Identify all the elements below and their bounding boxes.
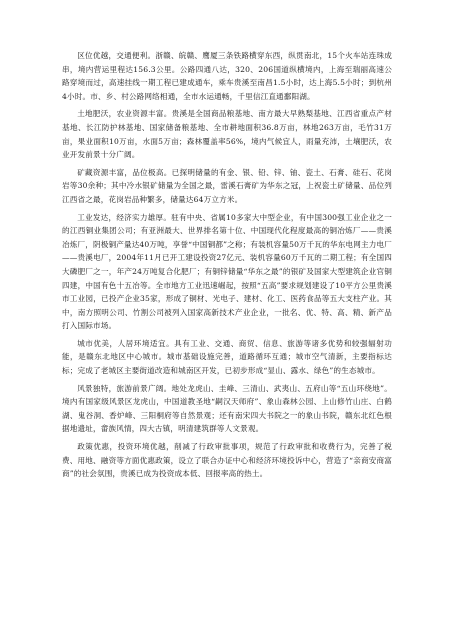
paragraph-city-environment: 城市优美，人居环境适宜。具有工业、交通、商贸、信息、旅游等诸多优势和较强辐射功能，是赣东北地区中心城市。城市基础设施完善，道路循环互通；城市空气清新，主要指标达标；完成了老城区主要街道改造和城南区开发，已初步形成“显山、露水、绿色”的生态城市。 bbox=[62, 338, 392, 376]
paragraph-industry: 工业发达，经济实力雄厚。驻有中央、省属10多家大中型企业，有中国300强工业企业之一的江西铜业集团公司；有亚洲最大、世界排名第十位、中国现代化程度最高的铜冶炼厂——贵溪冶炼厂，阴极铜产量达40万吨，享誉“中国铜都”之称；有装机容量50万千瓦的华东电网主力电厂——贵溪电厂，2004年11月已开工建设投资27亿元、装机容量60万千瓦的二期工程；有全国四大磷肥厂之一，年产24万吨复合化肥厂；有铜锌储量“华东之最”的银矿及国家大型建筑企业官铜四建，中国有色十五冶等。全市地方工业迅速崛起，按照“五高”要求规划建设了10平方公里贵溪市工业园，已投产企业35家，形成了铜材、光电子、建材、化工、医药食品等五大支柱产业。其中，南方照明公司、竹割公司被列入国家高新技术产业企业，一批名、优、特、高、精、新产品打入国际市场。 bbox=[62, 212, 392, 331]
paragraph-mineral-resources: 矿藏资源丰富，品位极高。已探明储量的有金、银、铅、锌、铀、瓷土、石膏、硅石、花岗岩等30余种；其中冷水银矿储量为全国之最，雷溪石膏矿为华东之冠，上祝瓷土矿储量、品位列江西省之最，花岗岩品种繁多，储量达64万立方米。 bbox=[62, 167, 392, 204]
document-page bbox=[62, 49, 392, 485]
paragraph-policy: 政策优惠，投资环境优越，削减了行政审批事项，规范了行政审批和收费行为，完善了税费、用地、融资等方面优惠政策，设立了联合办证中心和经济环境投诉中心，营造了“亲商安商富商”的社会氛围，贵溪已成为投资成本低、回报率高的热土。 bbox=[62, 442, 392, 479]
paragraph-tourism: 风景独特，旅游前景广阔。地处龙虎山、圭峰、三清山、武夷山、五府山等“五山环绕地”。境内有国家级风景区龙虎山，中国道教圣地“嗣汉天师府”、象山森林公园、上山修竹山庄、白鹤湖、鬼谷洞、香炉峰、三阳桐府等自然景观；还有南宋四大书院之一的象山书院，赣东北红色根据地遗址，畲族风情，四大古镇，明清建筑群等人文景观。 bbox=[62, 383, 392, 434]
paragraph-agriculture: 土地肥沃，农业资源丰富。贵溪是全国商品粮基地、南方最大早熟梨基地、江西省重点产材基地、长江防护林基地、国家储备粮基地、全市耕地面积36.8万亩，林地263万亩，毛竹31万亩，果业面积10万亩，水面5万亩；森林覆盖率56%，境内气候宜人，雨量充沛，土壤肥沃，农业开发前景十分广阔。 bbox=[62, 109, 392, 160]
paragraph-location-transport: 区位优越，交通便利。浙赣、皖赣、鹰厦三条铁路横穿东西，纵贯南北，15个火车站连珠成串，境内营运里程达156.3公里。公路四通八达，320、206国道纵横境内，上海至瑞丽高速公路穿境而过，高速挂线一期工程已建成通车，乘车贵溪至南昌1.5小时，达上海5.5小时；到杭州4小时。市、乡、村公路网络相通，全市水运通畅，千里信江直通鄱阳湖。 bbox=[62, 51, 392, 101]
